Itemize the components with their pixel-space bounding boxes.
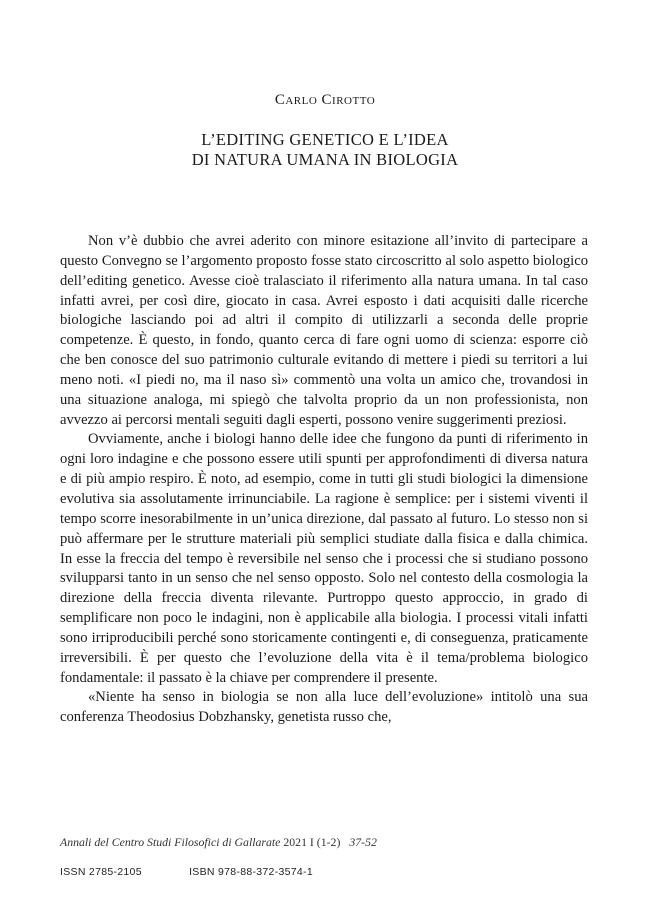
title-line-2: DI NATURA UMANA IN BIOLOGIA xyxy=(191,150,459,169)
isbn: ISBN 978-88-372-3574-1 xyxy=(189,866,313,878)
paragraph: Non v’è dubbio che avrei aderito con minore esitazione all’invito di partecipare a questo Convegno se l’argomento proposto fosse stato circoscritto al solo aspetto biologico dell’editing genetico. Avesse cioè tralasciato il riferimento alla natura umana. In tal caso infatti avrei, per così dire, giocato in casa. Avrei esposto i dati acquisiti dalle ricerche biologiche lasciando poi ad altri il compito di utilizzarli a seconda delle proprie competenze. È questo, in fondo, quanto cerca di fare ogni uomo di scienza: esporre ciò che ben conosce del suo patrimonio culturale evitando di mettere i piedi su territori a lui meno noti. «I piedi no, ma il naso sì» commentò una volta un amico che, trovandosi in una situazione analoga, mi spiegò che talvolta proprio da un non professionista, non avvezzo ai percorsi mentali seguiti dagli esperti, possono venire suggerimenti preziosi. xyxy=(60,233,588,428)
identifiers xyxy=(60,866,588,878)
journal-citation xyxy=(60,835,588,850)
title-line-1: L’EDITING GENETICO E L’IDEA xyxy=(201,130,449,149)
journal-name: Annali del Centro Studi Filosofici di Gallarate xyxy=(60,835,281,849)
paragraph: «Niente ha senso in biologia se non alla luce dell’evoluzione» intitolò una sua conferenza Theodosius Dobzhansky, genetista russo che, xyxy=(60,689,588,726)
page-range: 37-52 xyxy=(349,835,377,849)
article-body xyxy=(60,232,588,728)
paragraph: Ovviamente, anche i biologi hanno delle idee che fungono da punti di riferimento in ogni loro indagine e che possono essere utili spunti per approfondimenti di diversa natura e di più ampio respiro. È noto, ad esempio, come in tutti gli studi biologici la dimensione evolutiva sia assolutamente irrinunciabile. La ragione è semplice: per i sistemi viventi il tempo scorre inesorabilmente in un’unica direzione, dal passato al futuro. Lo stesso non si può affermare per le strutture materiali più semplici studiate dalla fisica e dalla chimica. In esse la freccia del tempo è reversibile nel senso che i processi che si studiano possono svilupparsi tanto in un senso che nel senso opposto. Solo nel contesto della cosmologia la direzione della freccia diventa rilevante. Purtroppo questo approccio, in grado di semplificare non poco le indagini, non è applicabile alla biologia. I processi vitali infatti sono irriproducibili perché sono storicamente contingenti e, di conseguenza, praticamente irreversibili. È per questo che l’evoluzione della vita è il tema/problema biologico fondamentale: il passato è la chiave per comprendere il presente. xyxy=(60,431,588,686)
journal-issue: 2021 I (1-2) xyxy=(283,835,341,849)
issn: ISSN 2785-2105 xyxy=(60,866,142,878)
article-title xyxy=(0,130,650,170)
author-name: Carlo Cirotto xyxy=(274,92,376,108)
